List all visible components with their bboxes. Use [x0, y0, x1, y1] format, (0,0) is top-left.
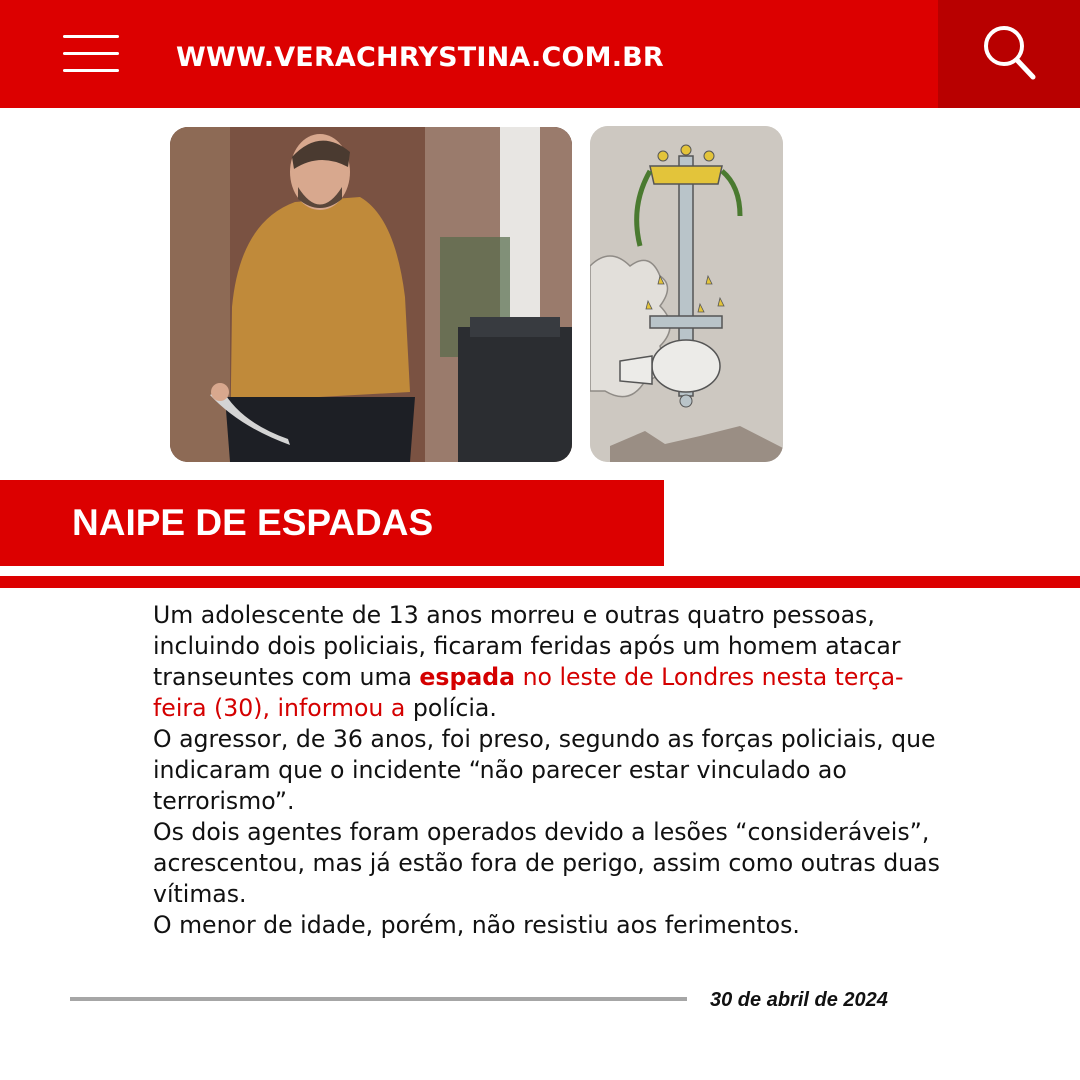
article-paragraph-2: O agressor, de 36 anos, foi preso, segundo as forças policiais, que indicaram que o incidente “não parecer estar vinculado ao terrorismo”. [153, 725, 936, 815]
search-button[interactable] [938, 0, 1080, 108]
page-title: NAIPE DE ESPADAS [72, 502, 434, 543]
article-text: Um adolescente de 13 anos morreu e outras quatro pessoas, incluindo dois policiais, ficaram feridas após um homem atacar transeuntes com uma [153, 601, 901, 691]
search-icon [982, 24, 1038, 82]
header-bar [0, 0, 1080, 108]
man-with-sword-photo [170, 127, 572, 462]
footer-divider [70, 997, 687, 1001]
divider [0, 576, 1080, 588]
article-keyword: espada [419, 663, 516, 691]
article-highlight-text: no leste de Londres nesta terça-feira (30), informou a [153, 663, 904, 722]
article-paragraph-3: Os dois agentes foram operados devido a lesões “consideráveis”, acrescentou, mas já estão fora de perigo, assim como outras duas vítimas. [153, 818, 940, 908]
site-url-link[interactable]: WWW.VERACHRYSTINA.COM.BR [176, 42, 664, 73]
article-body [153, 600, 953, 941]
hamburger-menu-icon[interactable] [63, 35, 119, 73]
publication-date: 30 de abril de 2024 [710, 989, 888, 1011]
article-paragraph-4: O menor de idade, porém, não resistiu aos ferimentos. [153, 911, 800, 939]
article-paragraph-1 [153, 600, 953, 724]
ace-of-swords-tarot-card [590, 126, 783, 462]
article-text-end: polícia. [405, 694, 497, 722]
